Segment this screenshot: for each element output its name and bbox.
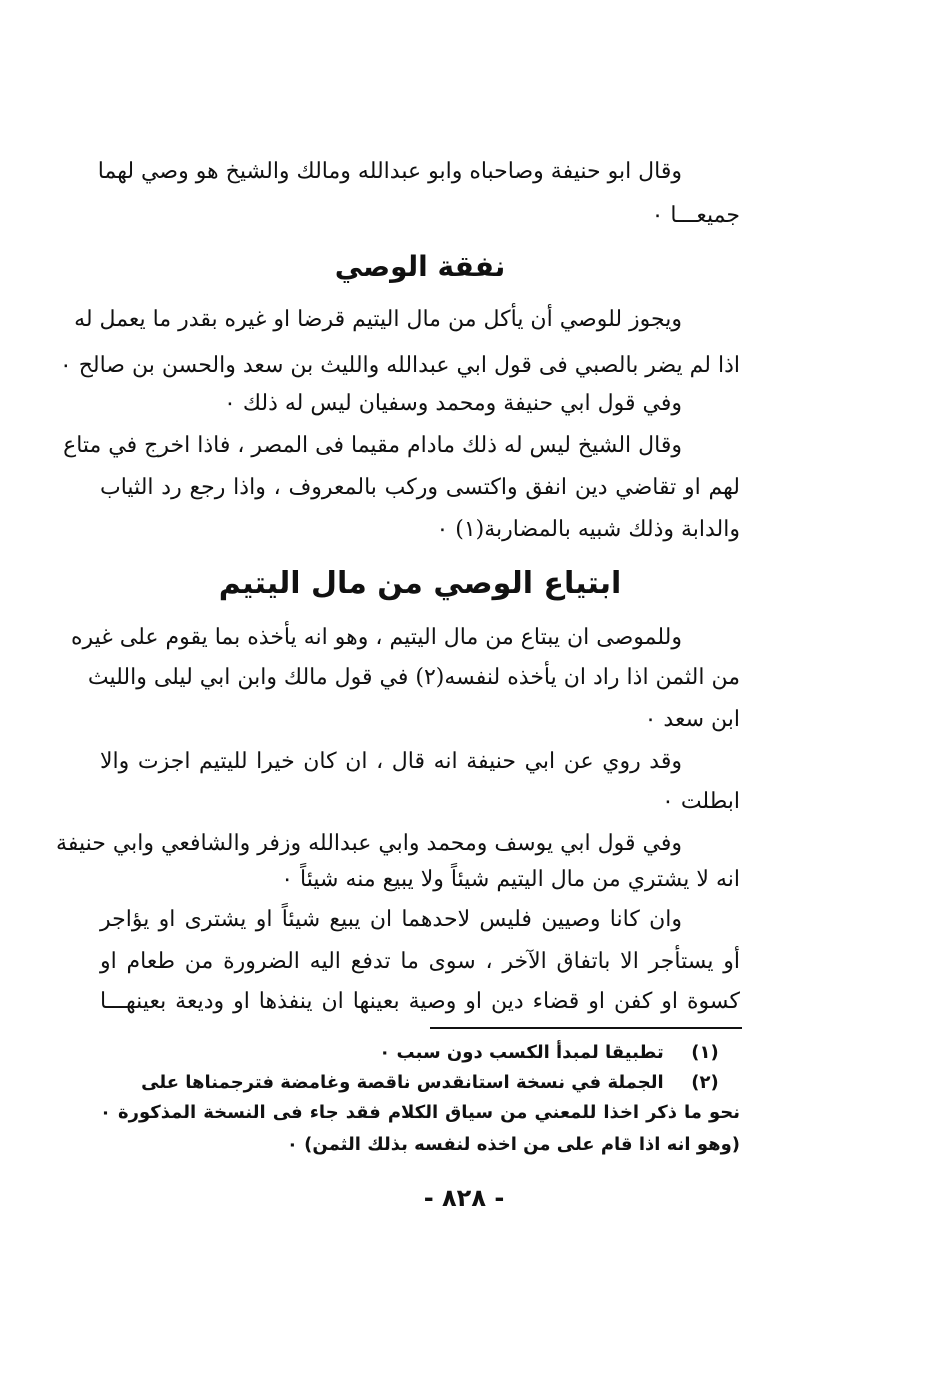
footnote-separator — [430, 1027, 742, 1029]
paragraph-line: وقال ابو حنيفة وصاحباه وابو عبدالله ومالك والشيخ هو وصي لهما — [97, 159, 682, 184]
paragraph-line: من الثمن اذا راد ان يأخذه لنفسه(٢) في قول مالك وابن ابي ليلى والليث — [87, 665, 740, 690]
footnote-1 — [100, 1038, 740, 1068]
footnote-2-continuation: (وهو انه اذا قام على من اخذه لنفسه بذلك الثمن) ٠ — [286, 1134, 740, 1155]
footnote-text: الجملة في نسخة استانقدس ناقصة وغامضة فترجمناها على — [141, 1072, 664, 1093]
paragraph-line: أو يستأجر الا باتفاق الآخر ، سوى ما تدفع اليه الضرورة من طعام او — [100, 949, 740, 974]
paragraph-line: وان كانا وصيين فليس لاحدهما ان يبيع شيئاً او يشترى او يؤاجر — [100, 907, 682, 932]
page-number: - ٨٢٨ - — [423, 1184, 505, 1212]
paragraph-line: ابطلت ٠ — [662, 789, 740, 814]
paragraph-line: ويجوز للوصي أن يأكل من مال اليتيم قرضا او غيره بقدر ما يعمل له — [74, 307, 682, 332]
paragraph-line: وقال الشيخ ليس له ذلك مادام مقيما فى المصر ، فاذا اخرج في متاع — [63, 433, 682, 458]
paragraph-line: والدابة وذلك شبيه بالمضاربة(١) ٠ — [436, 517, 740, 542]
footnote-marker: (١) — [691, 1042, 719, 1063]
footnote-text: تطبيقا لمبدأ الكسب دون سبب ٠ — [379, 1042, 664, 1063]
paragraph-line: وقد روي عن ابي حنيفة انه قال ، ان كان خيرا لليتيم اجزت والا — [100, 749, 682, 774]
paragraph-line: جميعـــا ٠ — [651, 203, 740, 228]
paragraph-line: وفي قول ابي حنيفة ومحمد وسفيان ليس له ذلك ٠ — [224, 391, 682, 416]
paragraph-line: كسوة او كفن او قضاء دين او وصية بعينها ان ينفذها او وديعة بعينهـــا — [100, 989, 740, 1014]
section-heading: ابتياع الوصي من مال اليتيم — [218, 566, 622, 601]
footnote-2-continuation: نحو ما ذكر اخذا للمعني من سياق الكلام فقد جاء فى النسخة المذكورة ٠ — [100, 1102, 740, 1123]
paragraph-line: وللموصى ان يبتاع من مال اليتيم ، وهو انه يأخذه بما يقوم على غيره — [70, 625, 682, 650]
section-heading: نفقة الوصي — [334, 250, 506, 283]
paragraph-line: انه لا يشتري من مال اليتيم شيئاً ولا يبيع منه شيئاً ٠ — [281, 867, 740, 892]
paragraph-line: لهم او تقاضي دين انفق واكتسى وركب بالمعروف ، واذا رجع رد الثياب — [100, 475, 740, 500]
paragraph-line: اذا لم يضر بالصبي فى قول ابي عبدالله والليث بن سعد والحسن بن صالح ٠ — [59, 353, 740, 378]
footnote-marker: (٢) — [691, 1072, 719, 1093]
paragraph-line: وفي قول ابي يوسف ومحمد وابي عبدالله وزفر والشافعي وابي حنيفة — [56, 831, 682, 856]
paragraph-line: ابن سعد ٠ — [644, 707, 740, 732]
footnote-2 — [100, 1068, 740, 1098]
